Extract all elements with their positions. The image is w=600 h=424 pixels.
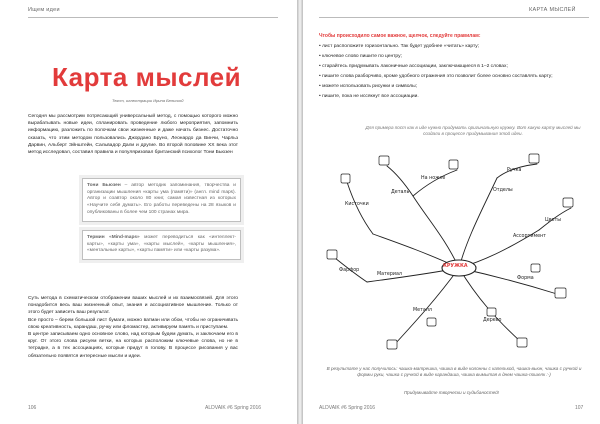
rule-item: • старайтесь придумывать лаконичные ассоциации, заключающиеся в 1–2 словах; [319, 62, 589, 72]
mind-map-drawing [317, 148, 587, 360]
footer-right: ALDVAIK #6 Spring 2016 [319, 405, 376, 411]
cup-doodle [379, 156, 389, 165]
box-term-text [87, 235, 236, 255]
rule-item: • можете использовать рисунки и символы; [319, 82, 589, 92]
branch-line [413, 196, 459, 268]
mind-map-label: Дерево [483, 318, 502, 323]
left-page [0, 0, 297, 424]
body-paragraph: В центре записываем одно основное слово, над которым будем думать, и заключаем его в круг. От этого слова рисуем ветки, на которых расположим ключевые слова, но не в тетрадке, а в тех ассоциациях, которые придут в голову. В процессе рисования у вас обязательно появятся интересные мысли и идеи. [28, 332, 238, 359]
rule-item: • пишите, пока не иссякнут все ассоциации. [319, 92, 589, 102]
branch-line [347, 182, 373, 234]
cup-doodle [529, 154, 539, 163]
footer-left: ALDVAIK #6 Spring 2016 [205, 405, 262, 411]
cup-doodle [555, 288, 566, 298]
mind-map-label: Ассортимент [513, 234, 546, 239]
rule-item: • лист расположите горизонтально. Так будет удобнее «читать» карту; [319, 42, 589, 52]
cup-doodle [563, 198, 573, 207]
mind-map-label: Материал [377, 272, 402, 277]
mind-map-illustration [317, 148, 587, 360]
cup-doodle [517, 338, 527, 347]
right-page [303, 0, 600, 424]
rule-item: • пишите слова разборчиво, кроме удобного отражения это позволит более основно составлять карту; [319, 72, 589, 82]
branch-line [395, 268, 459, 344]
caption-top: Для примера пост как в иде нужно придумать оригинальную кружку. Вот какую карту мыслей мы создали в процессе придумывания этой идеи. [365, 125, 581, 136]
closing-line: Придумывайте творчески и судьбаностей! [403, 390, 500, 395]
rules-title: Чтобы происходило самое важное, щелчок, следуйте правилам: [319, 33, 481, 39]
page-title: Карта мыслей [52, 62, 242, 92]
byline: Текст, иллюстрации Ирина Бельской [112, 98, 184, 103]
mind-map-label: Ручка [507, 168, 522, 173]
body-text [28, 295, 238, 360]
header-rule-right [319, 17, 589, 18]
rule-item: • ключевое слово пишите по центру; [319, 52, 589, 62]
running-head-left: Ищем идеи [28, 7, 60, 13]
box-buzan-lead: Тони Бьюзен [87, 183, 121, 188]
sidebar-box-buzan [82, 178, 241, 222]
intro-paragraph: Сегодня мы рассмотрим потрясающий универсальный метод, с помощью которого можно вырабатывать новые идеи, спланировать проведение любого мероприятия, запомнить информацию, разложить по полочкам свои жизненные и даже начать бизнес. Достаточно сказать, что этим методом пользовались Джордано Бруно, Леонардо да Винчи, Чарльз Дарвин, Альберт Эйнштейн, Сальвадор Дали и другие. Во второй половине XX века этот метод исследовал, составил правила и популяризовал британский психолог Тони Бьюзен [28, 114, 238, 156]
header-rule-left [28, 17, 278, 18]
caption-bottom: В результате у нас получилось: чашка-матрешка, чашка в виде колонны с капелькой, чашка-вьюн, чашка с ручкой и формы руки, чашка с ручкой в виде карандаша, чашка вымытая в днем чашка-пошелк :-) [326, 366, 582, 378]
page-number-right: 107 [575, 405, 584, 411]
page-number-left: 106 [28, 405, 37, 411]
mind-map-center-label: КРУЖКА [443, 264, 468, 269]
branch-line [413, 170, 457, 196]
mind-map-label: Отделы [493, 188, 513, 193]
cup-doodle [341, 174, 350, 183]
box-buzan-text [87, 183, 236, 217]
cup-doodle [387, 340, 397, 349]
box-buzan-body: – автор методик запоминания, творчества и организации мышления «карты ума (памяти)» (англ. mind maps). Автор и соавтор около 80 книг, самая известная из которых «Научите себя думать». Его работы переведены на 28 языков и опубликованы в более чем 100 странах мира. [87, 183, 236, 215]
branch-line [459, 178, 497, 268]
mind-map-label: Деталь [391, 190, 410, 195]
mind-map-label: Цветы [545, 218, 562, 223]
mind-map-label: Фарфор [339, 268, 360, 273]
mind-map-label: На ножке [421, 176, 446, 181]
cup-doodle [487, 308, 496, 316]
mind-map-label: Форма [517, 276, 534, 281]
box-term-body: может переводиться как «интеллект-карты», «карты ума», «карты мыслей», «карты мышления», «ментальные карты», «карты памяти» или «карты разума». [87, 235, 236, 254]
body-paragraph: Суть метода в схематическом отображении ваших мыслей и их взаимосвязей. Для этого понадобится весь ваш жизненный опыт, знания и ассоциативное мышление. Только от этого будет зависеть ваш результат. [28, 296, 238, 316]
rules-list [319, 42, 589, 102]
sidebar-box-term [82, 230, 241, 260]
branch-line [459, 268, 521, 342]
cup-doodle [327, 250, 337, 259]
cup-doodle [531, 264, 540, 272]
running-head-right: КАРТА МЫСЛЕЙ [529, 7, 576, 13]
mind-map-label: Кисточки [345, 202, 369, 207]
body-paragraph: Все просто – берем большой лист бумаги, можно ватман или обои, чтобы не ограничивать свою креативность, карандаш, ручку или фломастер, активируем память и приступаем. [28, 317, 238, 330]
mind-map-label: Металл [413, 308, 432, 313]
cup-doodle [449, 160, 458, 169]
cup-doodle [427, 318, 436, 326]
box-term-lead: Термин «Mind-maps» [87, 235, 140, 240]
rules-block [319, 33, 589, 102]
